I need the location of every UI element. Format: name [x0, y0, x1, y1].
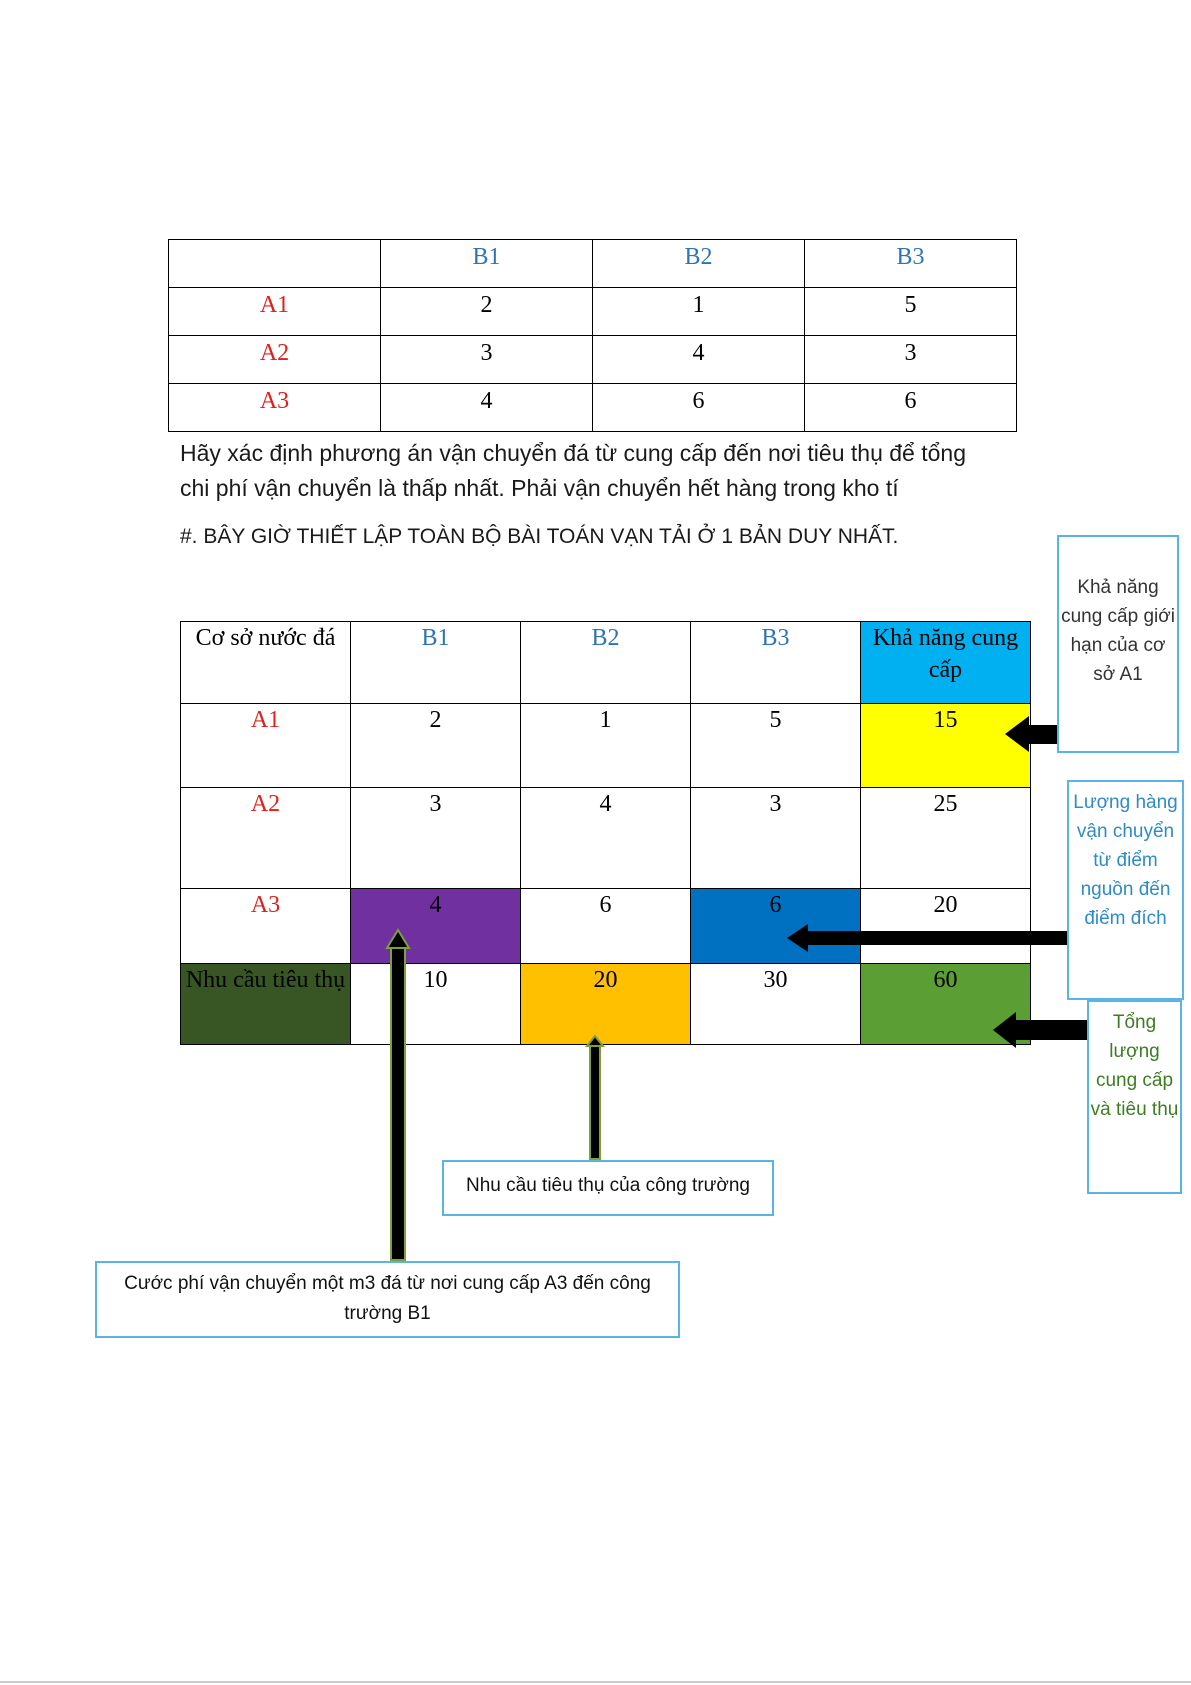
callout-flow-amount: Lượng hàng vận chuyển từ điểm nguồn đến điểm đích — [1067, 780, 1184, 1000]
cost-table — [168, 239, 1017, 432]
transport-row-label: A3 — [181, 889, 351, 964]
cost-table-row-label: A1 — [169, 288, 381, 336]
cost-table-row-a3 — [169, 384, 1017, 432]
transport-table-corner: Cơ sở nước đá — [181, 622, 351, 704]
arrow-to-demand-b2 — [587, 1036, 603, 1159]
cost-cell: 6 — [521, 889, 691, 964]
cost-table-cell: 6 — [593, 384, 805, 432]
transport-table-col-b2: B2 — [521, 622, 691, 704]
supply-cell-a1: 15 — [861, 704, 1031, 788]
supply-cell-a3: 20 — [861, 889, 1031, 964]
transport-row-label: A1 — [181, 704, 351, 788]
cost-table-col-b3: B3 — [805, 240, 1017, 288]
cost-cell: 3 — [691, 788, 861, 889]
cost-table-row-a1 — [169, 288, 1017, 336]
cost-table-header-row — [169, 240, 1017, 288]
demand-row — [181, 964, 1031, 1045]
cost-cell-a3-b3: 6 — [691, 889, 861, 964]
transport-table-col-b1: B1 — [351, 622, 521, 704]
callout-cost-a3-b1: Cước phí vận chuyển một m3 đá từ nơi cung cấp A3 đến công trường B1 — [95, 1261, 680, 1338]
supply-header: Khả năng cung cấp — [861, 622, 1031, 704]
demand-cell-b3: 30 — [691, 964, 861, 1045]
callout-demand-b2: Nhu cầu tiêu thụ của công trường — [442, 1160, 774, 1216]
cost-table-cell: 5 — [805, 288, 1017, 336]
cost-cell-a3-b1: 4 — [351, 889, 521, 964]
cost-table-cell: 1 — [593, 288, 805, 336]
total-cell: 60 — [861, 964, 1031, 1045]
cost-cell: 5 — [691, 704, 861, 788]
transport-table-row-a3 — [181, 889, 1031, 964]
cost-table-cell: 3 — [805, 336, 1017, 384]
page-bottom-divider — [0, 1681, 1191, 1683]
transport-table — [180, 621, 1031, 1045]
cost-cell: 4 — [521, 788, 691, 889]
transport-table-header-row — [181, 622, 1031, 704]
transport-table-col-b3: B3 — [691, 622, 861, 704]
cost-table-cell: 2 — [381, 288, 593, 336]
cost-table-cell: 4 — [381, 384, 593, 432]
problem-statement — [180, 436, 1020, 506]
demand-label: Nhu cầu tiêu thụ — [181, 964, 351, 1045]
cost-table-row-label: A2 — [169, 336, 381, 384]
cost-cell: 2 — [351, 704, 521, 788]
demand-cell-b1: 10 — [351, 964, 521, 1045]
cost-table-row-label: A3 — [169, 384, 381, 432]
cost-table-cell: 6 — [805, 384, 1017, 432]
problem-statement-line: Hãy xác định phương án vận chuyển đá từ cung cấp đến nơi tiêu thụ để tổng — [180, 440, 966, 466]
callout-total: Tổng lượng cung cấp và tiêu thụ — [1087, 1000, 1182, 1194]
transport-table-row-a2 — [181, 788, 1031, 889]
cost-table-row-a2 — [169, 336, 1017, 384]
cost-table-cell: 4 — [593, 336, 805, 384]
cost-table-cell: 3 — [381, 336, 593, 384]
demand-cell-b2: 20 — [521, 964, 691, 1045]
section-heading: #. BÂY GIỜ THIẾT LẬP TOÀN BỘ BÀI TOÁN VẠN TẢI Ở 1 BẢN DUY NHẤT. — [180, 525, 899, 548]
cost-table-col-b1: B1 — [381, 240, 593, 288]
transport-table-row-a1 — [181, 704, 1031, 788]
problem-statement-line: chi phí vận chuyển là thấp nhất. Phải vận chuyển hết hàng trong kho tí — [180, 475, 899, 501]
callout-supply-a1: Khả năng cung cấp giới hạn của cơ sở A1 — [1057, 535, 1179, 753]
cost-cell: 1 — [521, 704, 691, 788]
cost-cell: 3 — [351, 788, 521, 889]
cost-table-corner — [169, 240, 381, 288]
supply-cell-a2: 25 — [861, 788, 1031, 889]
cost-table-col-b2: B2 — [593, 240, 805, 288]
transport-row-label: A2 — [181, 788, 351, 889]
